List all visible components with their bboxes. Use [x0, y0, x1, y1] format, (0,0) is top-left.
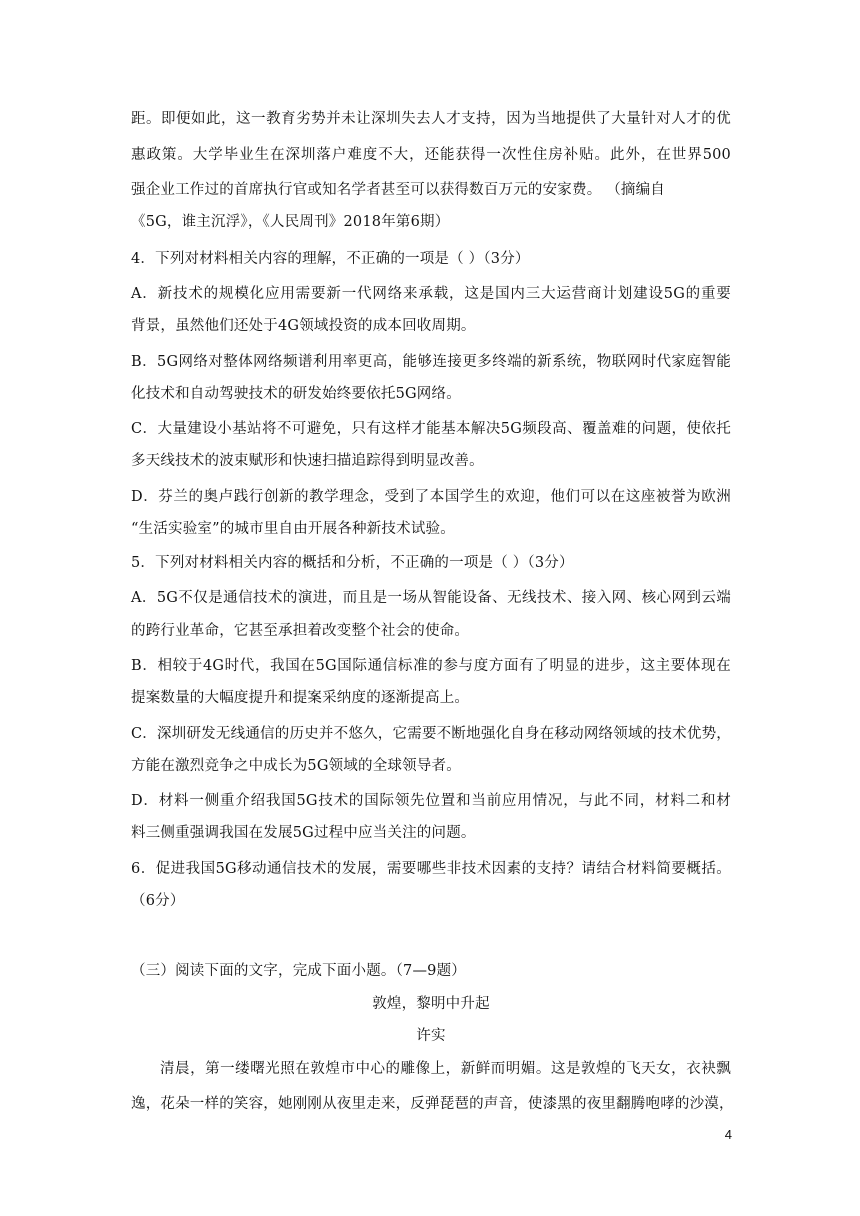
- q5-option-a: A．5G不仅是通信技术的演进，而且是一场从智能设备、无线技术、接入网、核心网到云端: [131, 590, 731, 606]
- q4-option-c-cont: 多天线技术的波束赋形和快速扫描追踪得到明显改善。: [131, 453, 484, 469]
- article-paragraph-line: 清晨，第一缕曙光照在敦煌市中心的雕像上，新鲜而明媚。这是敦煌的飞天女，衣袂飘: [160, 1061, 731, 1077]
- question-4-stem: 4．下列对材料相关内容的理解，不正确的一项是（ ）（3分）: [131, 251, 530, 267]
- q5-option-b-cont: 提案数量的大幅度提升和提案采纳度的逐渐提高上。: [131, 690, 470, 706]
- passage-line: 惠政策。大学毕业生在深圳落户难度不大，还能获得一次性住房补贴。此外，在世界500: [131, 147, 731, 163]
- q4-option-d-cont: “生活实验室”的城市里自由开展各种新技术试验。: [131, 521, 455, 537]
- passage-line: 距。即便如此，这一教育劣势并未让深圳失去人才支持，因为当地提供了大量针对人才的优: [131, 111, 731, 127]
- q4-option-b-cont: 化技术和自动驾驶技术的研发始终要依托5G网络。: [131, 386, 461, 402]
- q5-option-d: D．材料一侧重介绍我国5G技术的国际领先位置和当前应用情况，与此不同，材料二和材: [131, 793, 731, 809]
- q5-option-c: C．深圳研发无线通信的历史并不悠久，它需要不断地强化自身在移动网络领域的技术优势，: [131, 726, 731, 742]
- source-citation: 《5G，谁主沉浮》，《人民周刊》2018年第6期）: [131, 214, 450, 230]
- article-paragraph-line: 逸，花朵一样的笑容，她刚刚从夜里走来，反弹琵琶的声音，使漆黑的夜里翻腾咆哮的沙漠，: [131, 1096, 734, 1112]
- q5-option-c-cont: 方能在激烈竞争之中成长为5G领域的全球领导者。: [131, 758, 461, 774]
- q4-option-b: B．5G网络对整体网络频谱利用率更高，能够连接更多终端的新系统，物联网时代家庭智能: [131, 354, 731, 370]
- q4-option-a: A．新技术的规模化应用需要新一代网络来承载，这是国内三大运营商计划建设5G的重要: [131, 286, 731, 302]
- article-author: 许实: [416, 1028, 446, 1044]
- q4-option-d: D．芬兰的奥卢践行创新的教学理念，受到了本国学生的欢迎，他们可以在这座被誉为欧洲: [131, 489, 731, 505]
- question-6-score: （6分）: [131, 893, 185, 909]
- q5-option-b: B．相较于4G时代，我国在5G国际通信标准的参与度方面有了明显的进步，这主要体现在: [131, 658, 731, 674]
- passage-line: 强企业工作过的首席执行官或知名学者甚至可以获得数百万元的安家费。 （摘编自: [131, 182, 666, 198]
- q4-option-c: C．大量建设小基站将不可避免，只有这样才能基本解决5G频段高、覆盖难的问题，使依托: [131, 421, 731, 437]
- page-number: 4: [724, 1127, 732, 1142]
- question-6-stem: 6．促进我国5G移动通信技术的发展，需要哪些非技术因素的支持？请结合材料简要概括。: [131, 861, 731, 877]
- article-title: 敦煌，黎明中升起: [372, 996, 490, 1012]
- q4-option-a-cont: 背景，虽然他们还处于4G领域投资的成本回收周期。: [131, 318, 476, 334]
- question-5-stem: 5．下列对材料相关内容的概括和分析，不正确的一项是（ ）（3分）: [131, 555, 574, 571]
- q5-option-d-cont: 料三侧重强调我国在发展5G过程中应当关注的问题。: [131, 825, 476, 841]
- section-heading: （三）阅读下面的文字，完成下面小题。（7—9题）: [131, 963, 466, 979]
- q5-option-a-cont: 的跨行业革命，它甚至承担着改变整个社会的使命。: [131, 623, 470, 639]
